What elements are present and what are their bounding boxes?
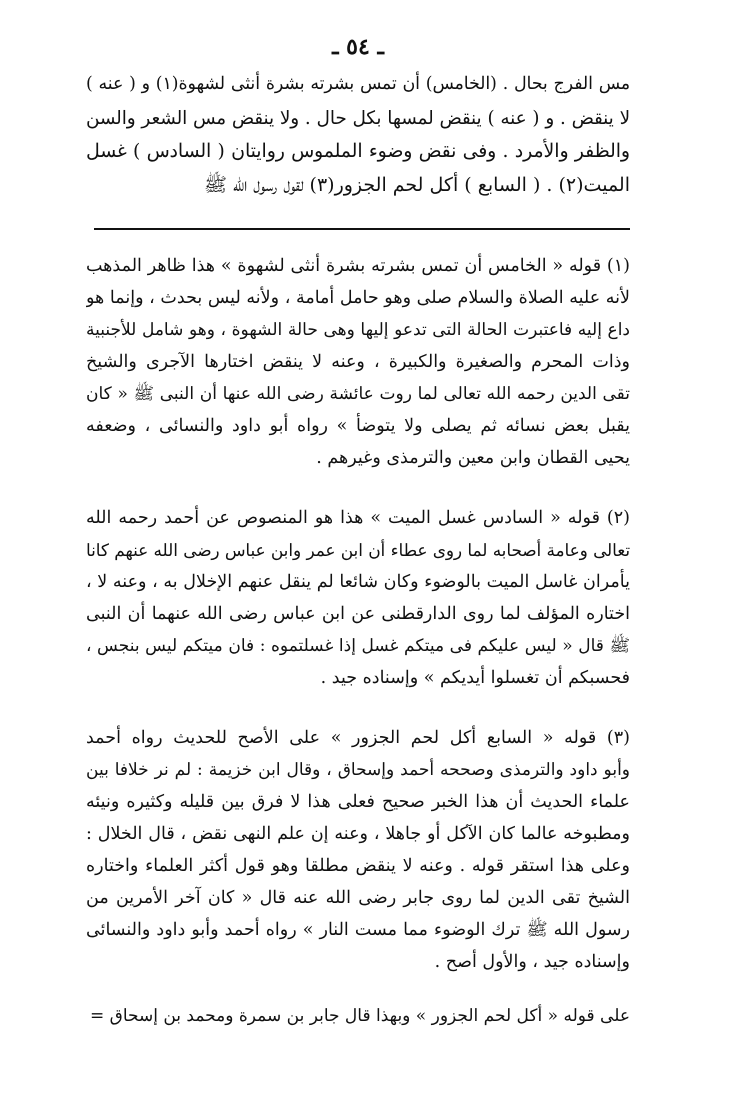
footnote-line: يحيى القطان وابن معين والترمذى وغيرهم . xyxy=(316,448,630,468)
footnote-line: يقبل بعض نسائه ثم يصلى ولا يتوضأ » رواه أبو داود والنسائى ، وضعفه xyxy=(86,416,630,436)
footnote-line: (١) قوله « الخامس أن تمس بشرته بشرة أنثى لشهوة » هذا ظاهر المذهب xyxy=(86,256,630,276)
main-text-line: مس الفرج بحال . (الخامس) أن تمس بشرته بشرة أنثى لشهوة(١) و ( عنه ) xyxy=(86,74,631,94)
footnote-line: وإسناده جيد ، والأول أصح . xyxy=(434,952,630,972)
footnote-line: يأمران غاسل الميت بالوضوء وكان شائعا لم ينقل عنهم الإخلال به ، وعنه لا ، xyxy=(86,572,630,592)
footnote-line: وعلى هذا استقر قوله . وعنه لا ينقض مطلقا وهو قول أكثر العلماء واختاره xyxy=(86,856,630,876)
main-text-line: لا ينقض . و ( عنه ) ينقض لمسها بكل حال . ولا ينقض مس الشعر والسن xyxy=(86,107,630,129)
footnote-line: ومطبوخه عالما كان الآكل أو جاهلا ، وعنه إن علم النهى نقض ، قال الخلال : xyxy=(86,824,630,844)
footnote-1 xyxy=(86,250,630,474)
footnote-line: تعالى وعامة أصحابه لما روى عطاء أن ابن عمر وابن عباس رضى الله عنهم كانا xyxy=(86,540,630,560)
book-page xyxy=(86,30,630,1070)
footnote-line: تقى الدين رحمه الله تعالى لما روت عائشة رضى الله عنها أن النبى ﷺ « كان xyxy=(86,384,630,404)
footnote-line: الشيخ تقى الدين لما روى جابر رضى الله عنه قال « كان آخر الأمرين من xyxy=(86,888,630,908)
main-text xyxy=(86,68,630,202)
footnote-2 xyxy=(86,502,630,694)
footnote-line: اختاره المؤلف لما روى الدارقطنى عن ابن عباس رضى الله عنهما أن النبى xyxy=(86,604,630,624)
main-text-line: الميت(٢) . ( السابع ) أكل لحم الجزور(٣) لقول رسول الله ﷺ xyxy=(204,173,630,196)
footnote-continuation: على قوله « أكل لحم الجزور » وبهذا قال جابر بن سمرة ومحمد بن إسحاق = xyxy=(89,1006,630,1026)
footnote-line: رسول الله ﷺ ترك الوضوء مما مست النار » رواه أحمد وأبو داود والنسائى xyxy=(86,920,630,940)
footnote-line: علماء الحديث أن هذا الخبر صحيح فعلى هذا لا فرق بين قليله وكثيره ونيئه xyxy=(86,792,630,812)
footnote-line: لأنه عليه الصلاة والسلام صلى وهو حامل أمامة ، ولأنه ليس بحدث ، وإنما هو xyxy=(86,288,630,308)
main-text-line: والظفر والأمرد . وفى نقض وضوء الملموس روايتان ( السادس ) غسل xyxy=(86,141,630,162)
footnote-3 xyxy=(86,722,630,978)
footnote-line: وأبو داود والترمذى وصححه أحمد وإسحاق ، وقال ابن خزيمة : لم نر خلافا بين xyxy=(86,760,630,780)
footnote-line: فحسبكم أن تغسلوا أيديكم » وإسناده جيد . xyxy=(320,668,630,688)
footnote-line: وذات المحرم والصغيرة والكبيرة ، وعنه لا ينقض اختارها الآجرى والشيخ xyxy=(86,352,630,372)
footnote-line: (٣) قوله « السابع أكل لحم الجزور » على الأصح للحديث رواه أحمد xyxy=(86,728,630,748)
page-number: ـ ٥٤ ـ xyxy=(332,34,384,60)
footnote-line: ﷺ قال « ليس عليكم فى ميتكم غسل إذا غسلتموه : فان ميتكم ليس بنجس ، xyxy=(86,636,630,656)
footnote-separator xyxy=(94,228,630,230)
footnote-line: داع إليه فاعتبرت الحالة التى تدعو إليها وهى حالة الشهوة ، وهو شامل للأجنبية xyxy=(86,320,630,340)
footnote-line: (٢) قوله « السادس غسل الميت » هذا هو المنصوص عن أحمد رحمه الله xyxy=(86,508,630,528)
